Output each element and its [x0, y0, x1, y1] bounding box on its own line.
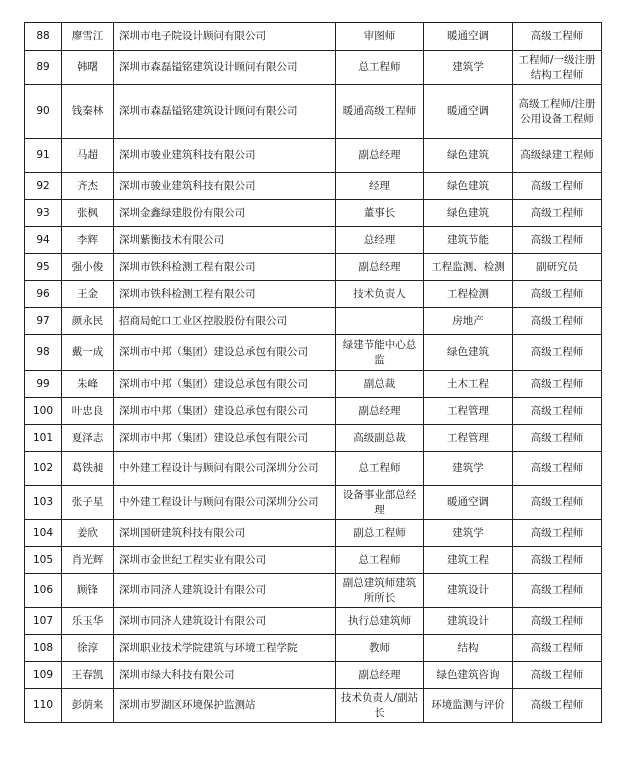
specialty-cell: 绿色建筑 [424, 139, 513, 173]
company-cell: 深圳市罗湖区环境保护监测站 [114, 689, 336, 723]
professional-title-cell: 高级工程师 [513, 173, 602, 200]
member-name-cell: 颜永民 [62, 308, 114, 335]
position-cell: 董事长 [336, 200, 424, 227]
company-cell: 深圳市森磊镒铭建筑设计顾问有限公司 [114, 51, 336, 85]
position-cell: 高级副总裁 [336, 425, 424, 452]
table-row [25, 281, 602, 308]
member-name-cell: 夏泽志 [62, 425, 114, 452]
row-number-cell: 108 [25, 635, 62, 662]
table-row [25, 371, 602, 398]
table-row [25, 452, 602, 486]
professional-title-cell: 高级绿建工程师 [513, 139, 602, 173]
professional-title-cell: 高级工程师 [513, 23, 602, 51]
company-cell: 深圳市森磊镒铭建筑设计顾问有限公司 [114, 85, 336, 139]
member-table [24, 22, 602, 723]
specialty-cell: 工程管理 [424, 398, 513, 425]
member-name-cell: 叶忠良 [62, 398, 114, 425]
member-name-cell: 齐杰 [62, 173, 114, 200]
row-number-cell: 107 [25, 608, 62, 635]
position-cell: 副总经理 [336, 398, 424, 425]
row-number-cell: 93 [25, 200, 62, 227]
table-row [25, 574, 602, 608]
member-name-cell: 李辉 [62, 227, 114, 254]
table-row [25, 608, 602, 635]
company-cell: 深圳市电子院设计顾问有限公司 [114, 23, 336, 51]
member-name-cell: 马超 [62, 139, 114, 173]
specialty-cell: 结构 [424, 635, 513, 662]
specialty-cell: 建筑学 [424, 520, 513, 547]
company-cell: 深圳职业技术学院建筑与环境工程学院 [114, 635, 336, 662]
table-row [25, 254, 602, 281]
professional-title-cell: 高级工程师 [513, 200, 602, 227]
member-name-cell: 钱秦林 [62, 85, 114, 139]
professional-title-cell: 高级工程师 [513, 608, 602, 635]
specialty-cell: 工程管理 [424, 425, 513, 452]
row-number-cell: 88 [25, 23, 62, 51]
table-row [25, 200, 602, 227]
table-row [25, 635, 602, 662]
table-row [25, 308, 602, 335]
position-cell: 技术负责人 [336, 281, 424, 308]
specialty-cell: 环境监测与评价 [424, 689, 513, 723]
member-name-cell: 乐玉华 [62, 608, 114, 635]
position-cell: 副总建筑师建筑所所长 [336, 574, 424, 608]
specialty-cell: 暖通空调 [424, 23, 513, 51]
professional-title-cell: 高级工程师 [513, 689, 602, 723]
position-cell: 设备事业部总经理 [336, 486, 424, 520]
specialty-cell: 土木工程 [424, 371, 513, 398]
specialty-cell: 工程检测 [424, 281, 513, 308]
row-number-cell: 105 [25, 547, 62, 574]
table-row [25, 335, 602, 371]
member-name-cell: 彭荫来 [62, 689, 114, 723]
company-cell: 深圳市绿大科技有限公司 [114, 662, 336, 689]
member-name-cell: 葛铁昶 [62, 452, 114, 486]
member-name-cell: 顾锋 [62, 574, 114, 608]
specialty-cell: 绿色建筑咨询 [424, 662, 513, 689]
professional-title-cell: 高级工程师 [513, 547, 602, 574]
company-cell: 深圳市骏业建筑科技有限公司 [114, 173, 336, 200]
professional-title-cell: 高级工程师 [513, 371, 602, 398]
table-row [25, 227, 602, 254]
table-row [25, 23, 602, 51]
member-name-cell: 张枫 [62, 200, 114, 227]
member-name-cell: 韩曙 [62, 51, 114, 85]
row-number-cell: 89 [25, 51, 62, 85]
member-name-cell: 强小俊 [62, 254, 114, 281]
company-cell: 深圳市同济人建筑设计有限公司 [114, 574, 336, 608]
company-cell: 深圳市金世纪工程实业有限公司 [114, 547, 336, 574]
position-cell: 副总工程师 [336, 520, 424, 547]
professional-title-cell: 高级工程师 [513, 308, 602, 335]
row-number-cell: 92 [25, 173, 62, 200]
company-cell: 深圳市铁科检测工程有限公司 [114, 254, 336, 281]
specialty-cell: 绿色建筑 [424, 173, 513, 200]
company-cell: 深圳市中邦（集团）建设总承包有限公司 [114, 371, 336, 398]
row-number-cell: 106 [25, 574, 62, 608]
company-cell: 深圳市同济人建筑设计有限公司 [114, 608, 336, 635]
table-row [25, 139, 602, 173]
row-number-cell: 98 [25, 335, 62, 371]
professional-title-cell: 高级工程师 [513, 486, 602, 520]
member-name-cell: 徐淳 [62, 635, 114, 662]
company-cell: 招商局蛇口工业区控股股份有限公司 [114, 308, 336, 335]
row-number-cell: 103 [25, 486, 62, 520]
row-number-cell: 101 [25, 425, 62, 452]
specialty-cell: 建筑工程 [424, 547, 513, 574]
position-cell: 副总经理 [336, 662, 424, 689]
professional-title-cell: 高级工程师/注册公用设备工程师 [513, 85, 602, 139]
member-table-body [25, 23, 602, 723]
row-number-cell: 110 [25, 689, 62, 723]
company-cell: 深圳市铁科检测工程有限公司 [114, 281, 336, 308]
position-cell: 绿建节能中心总监 [336, 335, 424, 371]
table-row [25, 689, 602, 723]
row-number-cell: 104 [25, 520, 62, 547]
position-cell: 总经理 [336, 227, 424, 254]
table-row [25, 398, 602, 425]
table-row [25, 662, 602, 689]
company-cell: 深圳金鑫绿建股份有限公司 [114, 200, 336, 227]
position-cell: 总工程师 [336, 547, 424, 574]
member-name-cell: 王金 [62, 281, 114, 308]
position-cell: 副总经理 [336, 139, 424, 173]
position-cell: 总工程师 [336, 452, 424, 486]
professional-title-cell: 高级工程师 [513, 662, 602, 689]
professional-title-cell: 高级工程师 [513, 520, 602, 547]
position-cell: 总工程师 [336, 51, 424, 85]
company-cell: 深圳紫衡技术有限公司 [114, 227, 336, 254]
row-number-cell: 109 [25, 662, 62, 689]
specialty-cell: 房地产 [424, 308, 513, 335]
row-number-cell: 95 [25, 254, 62, 281]
table-row [25, 173, 602, 200]
member-name-cell: 姜欣 [62, 520, 114, 547]
member-name-cell: 王春凯 [62, 662, 114, 689]
professional-title-cell: 高级工程师 [513, 398, 602, 425]
table-row [25, 520, 602, 547]
position-cell [336, 308, 424, 335]
specialty-cell: 建筑设计 [424, 574, 513, 608]
table-row [25, 486, 602, 520]
specialty-cell: 暖通空调 [424, 85, 513, 139]
position-cell: 审图师 [336, 23, 424, 51]
member-name-cell: 朱峰 [62, 371, 114, 398]
company-cell: 深圳市骏业建筑科技有限公司 [114, 139, 336, 173]
specialty-cell: 工程监测、检测 [424, 254, 513, 281]
row-number-cell: 102 [25, 452, 62, 486]
row-number-cell: 94 [25, 227, 62, 254]
row-number-cell: 91 [25, 139, 62, 173]
professional-title-cell: 高级工程师 [513, 227, 602, 254]
professional-title-cell: 高级工程师 [513, 574, 602, 608]
row-number-cell: 99 [25, 371, 62, 398]
specialty-cell: 绿色建筑 [424, 335, 513, 371]
company-cell: 深圳国研建筑科技有限公司 [114, 520, 336, 547]
position-cell: 副总裁 [336, 371, 424, 398]
specialty-cell: 暖通空调 [424, 486, 513, 520]
company-cell: 深圳市中邦（集团）建设总承包有限公司 [114, 335, 336, 371]
member-name-cell: 戴一成 [62, 335, 114, 371]
professional-title-cell: 高级工程师 [513, 452, 602, 486]
company-cell: 深圳市中邦（集团）建设总承包有限公司 [114, 398, 336, 425]
professional-title-cell: 高级工程师 [513, 281, 602, 308]
row-number-cell: 100 [25, 398, 62, 425]
specialty-cell: 绿色建筑 [424, 200, 513, 227]
position-cell: 教师 [336, 635, 424, 662]
table-row [25, 547, 602, 574]
row-number-cell: 90 [25, 85, 62, 139]
row-number-cell: 97 [25, 308, 62, 335]
table-row [25, 51, 602, 85]
position-cell: 技术负责人/副站长 [336, 689, 424, 723]
company-cell: 中外建工程设计与顾问有限公司深圳分公司 [114, 486, 336, 520]
professional-title-cell: 高级工程师 [513, 425, 602, 452]
position-cell: 执行总建筑师 [336, 608, 424, 635]
table-row [25, 425, 602, 452]
specialty-cell: 建筑学 [424, 51, 513, 85]
member-name-cell: 肖光辉 [62, 547, 114, 574]
table-row [25, 85, 602, 139]
specialty-cell: 建筑设计 [424, 608, 513, 635]
company-cell: 中外建工程设计与顾问有限公司深圳分公司 [114, 452, 336, 486]
specialty-cell: 建筑节能 [424, 227, 513, 254]
position-cell: 经理 [336, 173, 424, 200]
row-number-cell: 96 [25, 281, 62, 308]
member-name-cell: 张子星 [62, 486, 114, 520]
position-cell: 副总经理 [336, 254, 424, 281]
professional-title-cell: 副研究员 [513, 254, 602, 281]
specialty-cell: 建筑学 [424, 452, 513, 486]
position-cell: 暖通高级工程师 [336, 85, 424, 139]
professional-title-cell: 高级工程师 [513, 335, 602, 371]
company-cell: 深圳市中邦（集团）建设总承包有限公司 [114, 425, 336, 452]
member-name-cell: 廖雪江 [62, 23, 114, 51]
professional-title-cell: 工程师/一级注册结构工程师 [513, 51, 602, 85]
professional-title-cell: 高级工程师 [513, 635, 602, 662]
